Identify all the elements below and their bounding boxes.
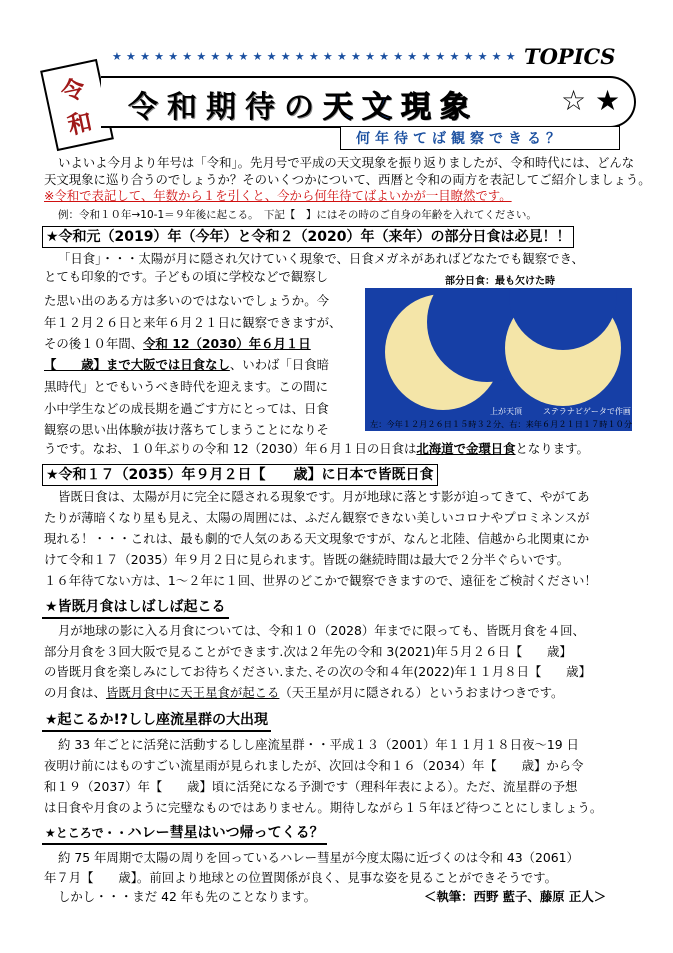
- section3-line: 部分月食を３回大阪で見ることができます.次は２年先の令和 3(2021)年５月２６日【 歳】: [44, 644, 572, 659]
- section3-text: の月食は、: [44, 685, 106, 700]
- section1-line: [44, 335, 311, 353]
- section1-text: となります。: [515, 441, 589, 456]
- title-part-2: 天文現象: [323, 90, 479, 125]
- section3-line: [44, 684, 563, 702]
- section1-line: [44, 440, 589, 458]
- topics-label: TOPICS: [524, 44, 616, 69]
- section5-heading: [42, 823, 327, 845]
- section5-line: 約 75 年周期で太陽の周りを回っているハレー彗星が今度太陽に近づくのは令和 43（2061）: [58, 850, 579, 865]
- page-title: [128, 82, 479, 126]
- figure-caption: 左：今年１２月２６日１５時３２分、右：来年６月２１日１７時１０分: [370, 419, 633, 429]
- section1-line: とても印象的です。子どもの頃に学校などで観察し: [44, 269, 328, 284]
- intro-line-1: いよいよ今月より年号は「令和」。先月号で平成の天文現象を振り返りましたが、令和時代には、どんな: [58, 155, 635, 170]
- eclipse-figure: [365, 288, 632, 431]
- section1-line: 黒時代」とでもいうべき時代を迎えます。この間に: [44, 379, 328, 394]
- section1-emphasis: 北海道で金環日食: [416, 441, 516, 456]
- page-subtitle: 何年待てば観察できる？: [356, 131, 565, 147]
- section1-line: た思い出のある方は多いのではないでしょうか。今: [44, 293, 329, 308]
- section1-line: 年１２月２６日と来年６月２１日に観察できますが、: [44, 315, 342, 330]
- section1-line: 小中学生などの成長期を過ごす方にとっては、日食: [44, 401, 329, 416]
- reiwa-char-2: 和: [65, 106, 95, 140]
- title-part-1: 令和期待の: [128, 90, 323, 125]
- section1-line: [44, 356, 329, 374]
- section1-line: 「日食」・・・太陽が月に隠され欠けていく現象で、日食メガネがあればどなたでも観察でき、: [58, 251, 584, 266]
- figure-note-software: ステラナビゲータで作画: [543, 407, 631, 416]
- section5-line: 年７月【 歳】。前回より地球との位置関係が良く、見事な姿を見ることができそうです。: [44, 870, 557, 885]
- section4-heading: ★起こるか!?しし座流星群の大出現: [42, 710, 271, 732]
- section3-line: の皆既月食を楽しみにしてお待ちください.また､その次の令和４年(2022)年１１月８日【 歳】: [44, 664, 591, 679]
- star-border: ★★★★★★★★★★★★★★★★★★★★★★★★★★★★★: [112, 50, 520, 63]
- section1-emphasis: 【 歳】まで大阪では日食なし: [44, 357, 230, 372]
- section4-line: 約 33 年ごとに活発に活動するしし座流星群・・平成１３（2001）年１１月１８日夜～19 日: [58, 737, 579, 752]
- author-credit: ＜執筆：西野 藍子、藤原 正人＞: [424, 889, 607, 904]
- intro-example: 例：令和１０年→10-1＝９年後に起こる。 下記【 】にはその時のご自身の年齢を入れてください。: [58, 209, 537, 221]
- section2-heading: ★令和１７（2035）年９月２日【 歳】に日本で皆既日食: [42, 464, 438, 486]
- section1-text: うです。なお、１０年ぶりの令和 12（2030）年６月１日の日食は: [44, 441, 417, 456]
- section5-heading-main: ハレー彗星はいつ帰ってくる？: [127, 825, 324, 841]
- reiwa-char-1: 令: [58, 73, 88, 107]
- section4-line: 和１９（2037）年【 歳】頃に活発になる予測です（理科年表による）。ただ、流星群の予想: [44, 779, 578, 794]
- section3-heading: ★皆既月食はしばしば起こる: [42, 597, 229, 619]
- section1-text: 、いわば「日食暗: [229, 357, 329, 372]
- section4-line: 夜明け前にはものすごい流星雨が見られましたが、次回は令和１６（2034）年【 歳】から令: [44, 758, 584, 773]
- section4-line: は日食や月食のように完璧なものではありません。期待しながら１５年ほど待つことにしましょう。: [44, 800, 603, 815]
- title-stars: ☆ ★: [561, 84, 621, 117]
- section1-text: その後１０年間、: [44, 336, 144, 351]
- section2-line: けて令和１７（2035）年９月２日に見られます。皆既の継続時間は最大で２分半ぐらいです。: [44, 552, 570, 567]
- section5-heading-small: ★ところで・・: [45, 826, 128, 840]
- section2-line: １６年待てない方は、1～２年に１回、世界のどこかで観察できますので、遠征をご検討ください！: [44, 573, 597, 588]
- figure-note-zenith: 上が天頂: [490, 407, 522, 416]
- section3-text: （天王星が月に隠される）というおまけつきです。: [279, 685, 564, 700]
- section5-line: しかし・・・まだ 42 年も先のことなります。: [58, 889, 317, 904]
- intro-note: ※令和で表記して、年数から１を引くと、今から何年待てばよいかが一目瞭然です。: [44, 188, 512, 203]
- section3-line: 月が地球の影に入る月食については、令和１０（2028）年までに限っても、皆既月食を４回、: [58, 623, 585, 638]
- section1-emphasis: 令和 12（2030）年６月１日: [143, 336, 311, 351]
- section1-heading: ★令和元（2019）年（今年）と令和２（2020）年（来年）の部分日食は必見！！: [42, 226, 574, 248]
- section2-line: 現れる！・・・これは、最も劇的で人気のある天文現象ですが、なんと北陸、信越から北関東にか: [44, 531, 590, 546]
- figure-title: 部分日食：最も欠けた時: [445, 276, 555, 287]
- section2-line: たりが薄暗くなり星も見え、太陽の周囲には、ふだん観察できない美しいコロナやプロミネンスが: [44, 510, 590, 525]
- intro-line-2: 天文現象に巡り合うのでしょうか？そのいくつかについて、西暦と令和の両方を表記してご紹介しましょう。: [44, 172, 651, 187]
- section2-line: 皆既日食は、太陽が月に完全に隠される現象です。月が地球に落とす影が迫ってきて、やがてあ: [58, 489, 590, 504]
- section1-line: 観察の思い出体験が抜け落ちてしまうことになりそ: [44, 422, 329, 437]
- section3-emphasis: 皆既月食中に天王星食が起こる: [105, 685, 280, 700]
